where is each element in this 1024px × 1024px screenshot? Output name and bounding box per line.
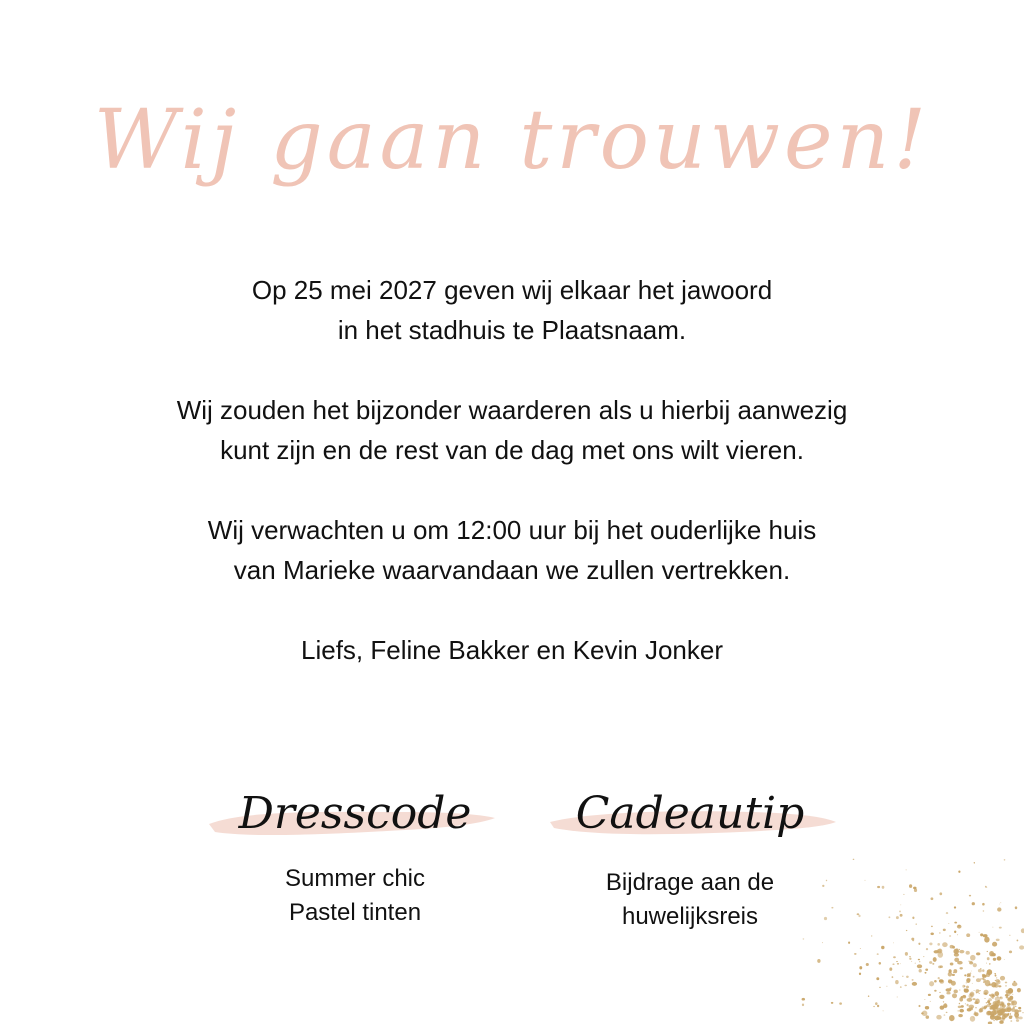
gold-speckle [859, 973, 861, 976]
gold-speckle [966, 982, 968, 983]
paragraph-line: in het stadhuis te Plaatsnaam. [337, 315, 687, 345]
paragraph-line: Wij zouden het bijzonder waarderen als u hierbij aanwezig [176, 395, 848, 425]
gold-speckle [998, 985, 1001, 987]
gold-speckle [939, 932, 940, 933]
gold-speckle [932, 963, 934, 965]
gold-speckle [955, 948, 958, 952]
dresscode-title: Dresscode [238, 788, 472, 839]
dresscode-line: Summer chic [284, 865, 426, 892]
gold-speckle [923, 956, 924, 957]
gold-speckle [986, 963, 987, 964]
gold-speckle [854, 953, 857, 955]
gold-speckle [949, 935, 951, 936]
gold-speckle [924, 972, 926, 974]
gold-speckle [964, 986, 965, 987]
gold-speckle [950, 945, 954, 949]
gold-speckle [909, 884, 912, 888]
gold-speckle [875, 1002, 878, 1005]
gold-speckle [999, 927, 1002, 929]
gold-speckle [954, 922, 957, 924]
gold-speckle [990, 994, 995, 999]
gold-speckle [993, 958, 997, 961]
paragraph-ceremony [0, 270, 1024, 350]
gold-speckle [905, 952, 908, 956]
gold-speckle [965, 1004, 966, 1005]
gold-speckle [966, 951, 970, 955]
gold-speckle [918, 943, 920, 945]
gold-speckle [999, 1020, 1003, 1024]
gold-speckle [970, 972, 972, 974]
gold-speckle [1012, 984, 1013, 985]
gold-speckle [1015, 1016, 1019, 1019]
gold-speckle [958, 1014, 963, 1017]
gold-speckle [900, 914, 903, 917]
gold-speckle [968, 961, 969, 962]
gold-speckle [877, 886, 880, 888]
gold-speckle [928, 994, 931, 996]
gold-speckle [978, 993, 979, 994]
gold-speckle [943, 1003, 947, 1007]
gold-speckle [919, 961, 920, 962]
gold-speckle [967, 1008, 972, 1011]
gold-speckle [964, 988, 969, 992]
gold-speckle [1006, 995, 1008, 997]
gold-speckle [934, 980, 937, 983]
gold-speckle [986, 1002, 987, 1003]
gold-speckle [954, 906, 956, 908]
gold-speckle [985, 992, 988, 995]
gold-speckle [921, 1012, 924, 1014]
gold-speckle [857, 913, 860, 915]
gold-speckle [1009, 1015, 1013, 1019]
gold-speckle [899, 910, 901, 912]
gold-speckle [906, 976, 909, 978]
gold-speckle [1018, 1016, 1023, 1019]
gold-speckle [848, 941, 850, 943]
gold-speckle [982, 974, 985, 976]
gold-speckle [983, 1007, 986, 1010]
gold-speckle [987, 951, 988, 952]
gold-speckle [982, 969, 984, 972]
gold-speckle [831, 1002, 834, 1004]
gold-speckle [995, 975, 997, 977]
gold-speckle [893, 956, 896, 958]
gold-speckle [957, 1010, 958, 1011]
invitation-text [0, 270, 1024, 670]
gold-speckle [896, 916, 899, 919]
gold-speckle [1001, 1003, 1004, 1006]
gold-speckle [802, 998, 805, 1001]
gold-speckle [961, 996, 963, 998]
gold-speckle [1009, 951, 1012, 954]
gold-speckle [946, 912, 948, 914]
gold-speckle [999, 904, 1000, 905]
gold-speckle [959, 1009, 964, 1013]
gold-speckle [915, 963, 916, 964]
gold-speckle [1005, 982, 1008, 984]
gold-speckle [892, 963, 894, 964]
gold-speckle [985, 886, 987, 888]
gold-speckle [911, 961, 912, 962]
gold-speckle [1016, 1019, 1019, 1022]
gold-speckle [992, 942, 997, 947]
gold-speckle [952, 993, 957, 998]
gold-speckle [995, 996, 1001, 1001]
gold-speckle [881, 946, 884, 949]
gold-speckle [946, 1012, 948, 1013]
gold-speckle [1006, 996, 1009, 998]
gold-speckle [1013, 1006, 1015, 1008]
gold-speckle [952, 974, 955, 976]
dresscode-details [205, 862, 505, 930]
gold-speckle [896, 961, 898, 962]
gold-speckle [994, 1006, 999, 1010]
gold-speckle [873, 1006, 875, 1007]
gold-speckle [954, 953, 959, 956]
gold-speckle [974, 1011, 976, 1013]
gold-speckle [822, 885, 824, 887]
gold-speckle [972, 983, 973, 984]
gold-speckle [970, 1016, 975, 1022]
gold-speckle [957, 934, 958, 935]
paragraph-line: Wij verwachten u om 12:00 uur bij het ouderlijke huis [207, 515, 817, 545]
gold-speckle [970, 955, 975, 961]
gold-speckle [953, 969, 957, 973]
gold-speckle [987, 957, 990, 960]
gold-speckle [1005, 985, 1006, 986]
gold-speckle [969, 895, 971, 897]
gold-speckle [997, 907, 1001, 911]
gold-speckle [972, 998, 975, 1000]
gold-speckle [877, 953, 879, 955]
gold-speckle [938, 965, 941, 968]
gold-speckle [959, 989, 960, 990]
gold-speckle [933, 957, 937, 962]
gold-speckle [996, 1011, 997, 1012]
gold-speckle [1015, 906, 1017, 909]
gold-speckle [860, 948, 861, 949]
paragraph-request [0, 390, 1024, 470]
gold-speckle [1017, 939, 1019, 941]
gold-speckles-icon [760, 830, 1024, 1024]
gold-speckle [897, 997, 898, 998]
gold-speckle [992, 927, 993, 928]
gold-speckle [958, 870, 960, 872]
gold-speckle [995, 980, 996, 981]
gold-speckle [974, 990, 975, 991]
gold-speckle [1012, 994, 1013, 995]
gold-speckle [1007, 1003, 1010, 1006]
gold-speckle [879, 962, 881, 965]
gold-speckle [973, 976, 975, 978]
gold-speckle [938, 977, 940, 979]
gold-speckle [888, 916, 890, 918]
gold-speckle [996, 977, 997, 978]
gold-speckle [1007, 1014, 1009, 1016]
gold-speckle [984, 998, 985, 999]
gold-speckle [912, 917, 914, 920]
gold-speckle [904, 985, 907, 987]
gift-line: huwelijksreis [621, 903, 759, 930]
gold-speckle [1000, 902, 1001, 903]
gold-speckle [967, 976, 969, 977]
paragraph-line: Op 25 mei 2027 geven wij elkaar het jawoord [251, 275, 773, 305]
gold-speckle [1019, 945, 1024, 949]
gold-speckle [831, 907, 833, 909]
gold-speckle [989, 951, 994, 956]
gold-speckle [1011, 1008, 1012, 1010]
gold-speckle [939, 979, 944, 983]
gold-speckle [822, 942, 823, 943]
gold-speckle [883, 1010, 884, 1011]
gold-speckle [982, 903, 985, 906]
gold-speckle [929, 943, 932, 946]
gold-speckle [967, 1004, 969, 1007]
gold-speckle [954, 931, 956, 934]
signature: Liefs, Feline Bakker en Kevin Jonker [301, 635, 723, 665]
gold-speckle [909, 958, 911, 960]
gold-speckle [839, 1002, 842, 1004]
gold-speckle [886, 986, 887, 987]
gold-speckle [879, 987, 880, 988]
gold-speckle [983, 910, 985, 911]
gold-speckle [1013, 981, 1015, 983]
gold-speckle [1015, 1006, 1017, 1007]
gold-speckle [865, 880, 866, 881]
gold-speckle [961, 1005, 964, 1008]
gold-speckle [988, 998, 992, 1001]
gold-speckle [1004, 859, 1006, 860]
gold-speckle [906, 930, 907, 931]
gold-speckle [1004, 959, 1005, 960]
gold-speckle [931, 897, 934, 900]
gold-speckle [972, 902, 975, 905]
paragraph-line: van Marieke waarvandaan we zullen vertrekken. [233, 555, 791, 585]
gold-speckle [994, 991, 999, 996]
gold-speckle [979, 1009, 982, 1013]
gold-speckle [975, 1007, 977, 1008]
gold-speckle [944, 1014, 946, 1015]
gold-speckle [930, 932, 933, 935]
gold-speckle [964, 974, 966, 976]
gold-speckle [909, 956, 911, 957]
gold-speckle [1010, 1020, 1012, 1022]
gold-speckle [987, 969, 993, 975]
gold-speckle [979, 932, 980, 933]
gold-speckle [938, 951, 943, 957]
gold-speckle [993, 1001, 998, 1006]
gold-speckle [971, 1007, 973, 1009]
gold-speckle [914, 888, 917, 892]
gold-speckle [983, 934, 988, 937]
gold-speckle [969, 993, 973, 996]
gold-speckle [990, 1011, 994, 1015]
gold-speckle [983, 981, 985, 983]
gold-speckle [974, 862, 975, 864]
gold-speckle [866, 963, 869, 966]
gold-speckle [959, 1003, 960, 1005]
gold-speckle [1012, 982, 1017, 986]
gold-speckle [936, 1015, 941, 1020]
gold-speckle [946, 988, 952, 991]
gold-speckle [925, 1006, 929, 1009]
gold-speckle [991, 982, 996, 988]
gold-speckle [900, 905, 901, 906]
gold-speckle [929, 961, 932, 964]
gold-speckle [895, 980, 899, 984]
dresscode-line: Pastel tinten [288, 899, 422, 926]
gold-speckle [946, 992, 950, 995]
gold-speckle [959, 949, 960, 950]
gold-speckle [1000, 976, 1005, 981]
gold-speckle [803, 938, 805, 939]
gold-speckle [976, 992, 978, 993]
gold-speckle [980, 933, 983, 936]
gold-speckle [989, 984, 992, 986]
gold-speckle [1012, 1000, 1018, 1005]
gold-speckle [931, 926, 933, 928]
gold-speckle [1000, 1008, 1005, 1012]
gold-speckle [948, 923, 949, 924]
gold-speckle [1018, 1010, 1021, 1012]
gold-speckle [824, 917, 827, 920]
gold-speckle [912, 979, 914, 981]
gold-speckle [996, 939, 1000, 941]
gift-line: Bijdrage aan de [605, 869, 775, 896]
gold-speckle [858, 915, 860, 918]
gold-speckle [984, 937, 989, 943]
gold-speckle [960, 967, 963, 969]
gold-speckle [959, 950, 964, 954]
gold-speckle [918, 1005, 920, 1007]
gold-speckle [817, 959, 820, 963]
gold-speckle [976, 952, 980, 955]
gold-speckle [939, 995, 944, 999]
gold-speckle [924, 999, 925, 1000]
gold-speckle [906, 869, 907, 870]
gold-speckle [877, 1005, 879, 1007]
gold-speckle [969, 961, 973, 964]
gold-speckle [958, 925, 961, 927]
gold-speckle [1009, 996, 1013, 1000]
gold-speckle [999, 1004, 1001, 1006]
gold-speckle [889, 967, 892, 971]
gold-speckle [990, 1008, 991, 1009]
headline: Wij gaan trouwen! [93, 93, 931, 188]
gold-speckle [916, 923, 917, 924]
gold-speckle [903, 894, 905, 895]
gold-speckle [993, 1020, 995, 1021]
gold-speckle [1009, 935, 1010, 936]
gold-speckle [1005, 1009, 1008, 1012]
gold-speckle [918, 959, 920, 961]
gold-speckle [853, 859, 855, 860]
gold-speckle [975, 999, 980, 1004]
gold-speckle [994, 973, 996, 974]
gold-speckle [954, 990, 958, 994]
gold-speckle [868, 996, 869, 997]
gold-speckle [826, 880, 827, 881]
gold-speckle [929, 981, 934, 986]
gold-speckle [957, 961, 963, 965]
gold-speckle [966, 933, 970, 937]
gold-speckle [951, 981, 956, 986]
gold-speckle [893, 943, 894, 944]
gold-speckle [902, 976, 904, 977]
gold-speckle [930, 1001, 931, 1002]
gold-speckle [882, 886, 885, 889]
gift-title: Cadeautip [575, 788, 805, 839]
gold-speckle [943, 929, 946, 931]
gold-speckle [939, 892, 942, 895]
gold-speckle [1003, 1007, 1005, 1008]
gold-speckle [897, 963, 899, 965]
dresscode-block [205, 782, 505, 930]
gold-speckle [939, 992, 940, 993]
gold-speckle [966, 986, 969, 989]
gold-speckle [994, 1016, 999, 1021]
gold-speckle [1010, 1013, 1011, 1014]
gold-speckle [967, 998, 973, 1002]
dresscode-brush [205, 782, 505, 862]
paragraph-meeting [0, 510, 1024, 590]
gold-speckle [876, 977, 879, 980]
gold-speckle [978, 969, 982, 973]
gold-speckle [994, 1002, 995, 1003]
gold-speckle [996, 979, 1000, 983]
gold-speckle [802, 1003, 804, 1006]
gold-speckle [942, 942, 948, 947]
gold-speckle [925, 969, 928, 971]
gold-speckle [1006, 990, 1010, 994]
gold-speckle [1022, 1012, 1023, 1013]
gold-speckle [967, 978, 971, 982]
gold-speckle [926, 948, 928, 950]
gold-speckle [949, 1015, 955, 1021]
paragraph-line: kunt zijn en de rest van de dag met ons wilt vieren. [220, 435, 804, 465]
gold-speckle [997, 956, 1002, 960]
gold-speckle [971, 971, 972, 972]
gold-speckle [948, 972, 952, 977]
gold-speckle [943, 1001, 944, 1002]
gold-speckle [900, 986, 902, 988]
gold-speckle [926, 1015, 930, 1019]
gold-speckle [859, 966, 862, 969]
gold-speckle [973, 963, 977, 967]
gold-speckle [911, 938, 914, 941]
gold-speckle [892, 976, 894, 978]
gold-speckle [976, 978, 981, 982]
gold-speckle [1017, 988, 1021, 992]
gold-speckle [937, 943, 940, 946]
gold-speckle [980, 968, 981, 969]
gold-speckle [871, 935, 872, 936]
gold-speckle [1018, 1007, 1021, 1009]
gold-speckle [912, 982, 917, 986]
gold-speckle [934, 990, 937, 992]
gold-speckle [917, 964, 922, 968]
gold-speckle [1014, 1009, 1018, 1014]
gold-speckle [989, 963, 991, 965]
gold-speckle [950, 963, 954, 966]
gold-speckle [919, 969, 922, 973]
gold-speckle [987, 1004, 990, 1007]
gold-speckle [900, 963, 901, 964]
